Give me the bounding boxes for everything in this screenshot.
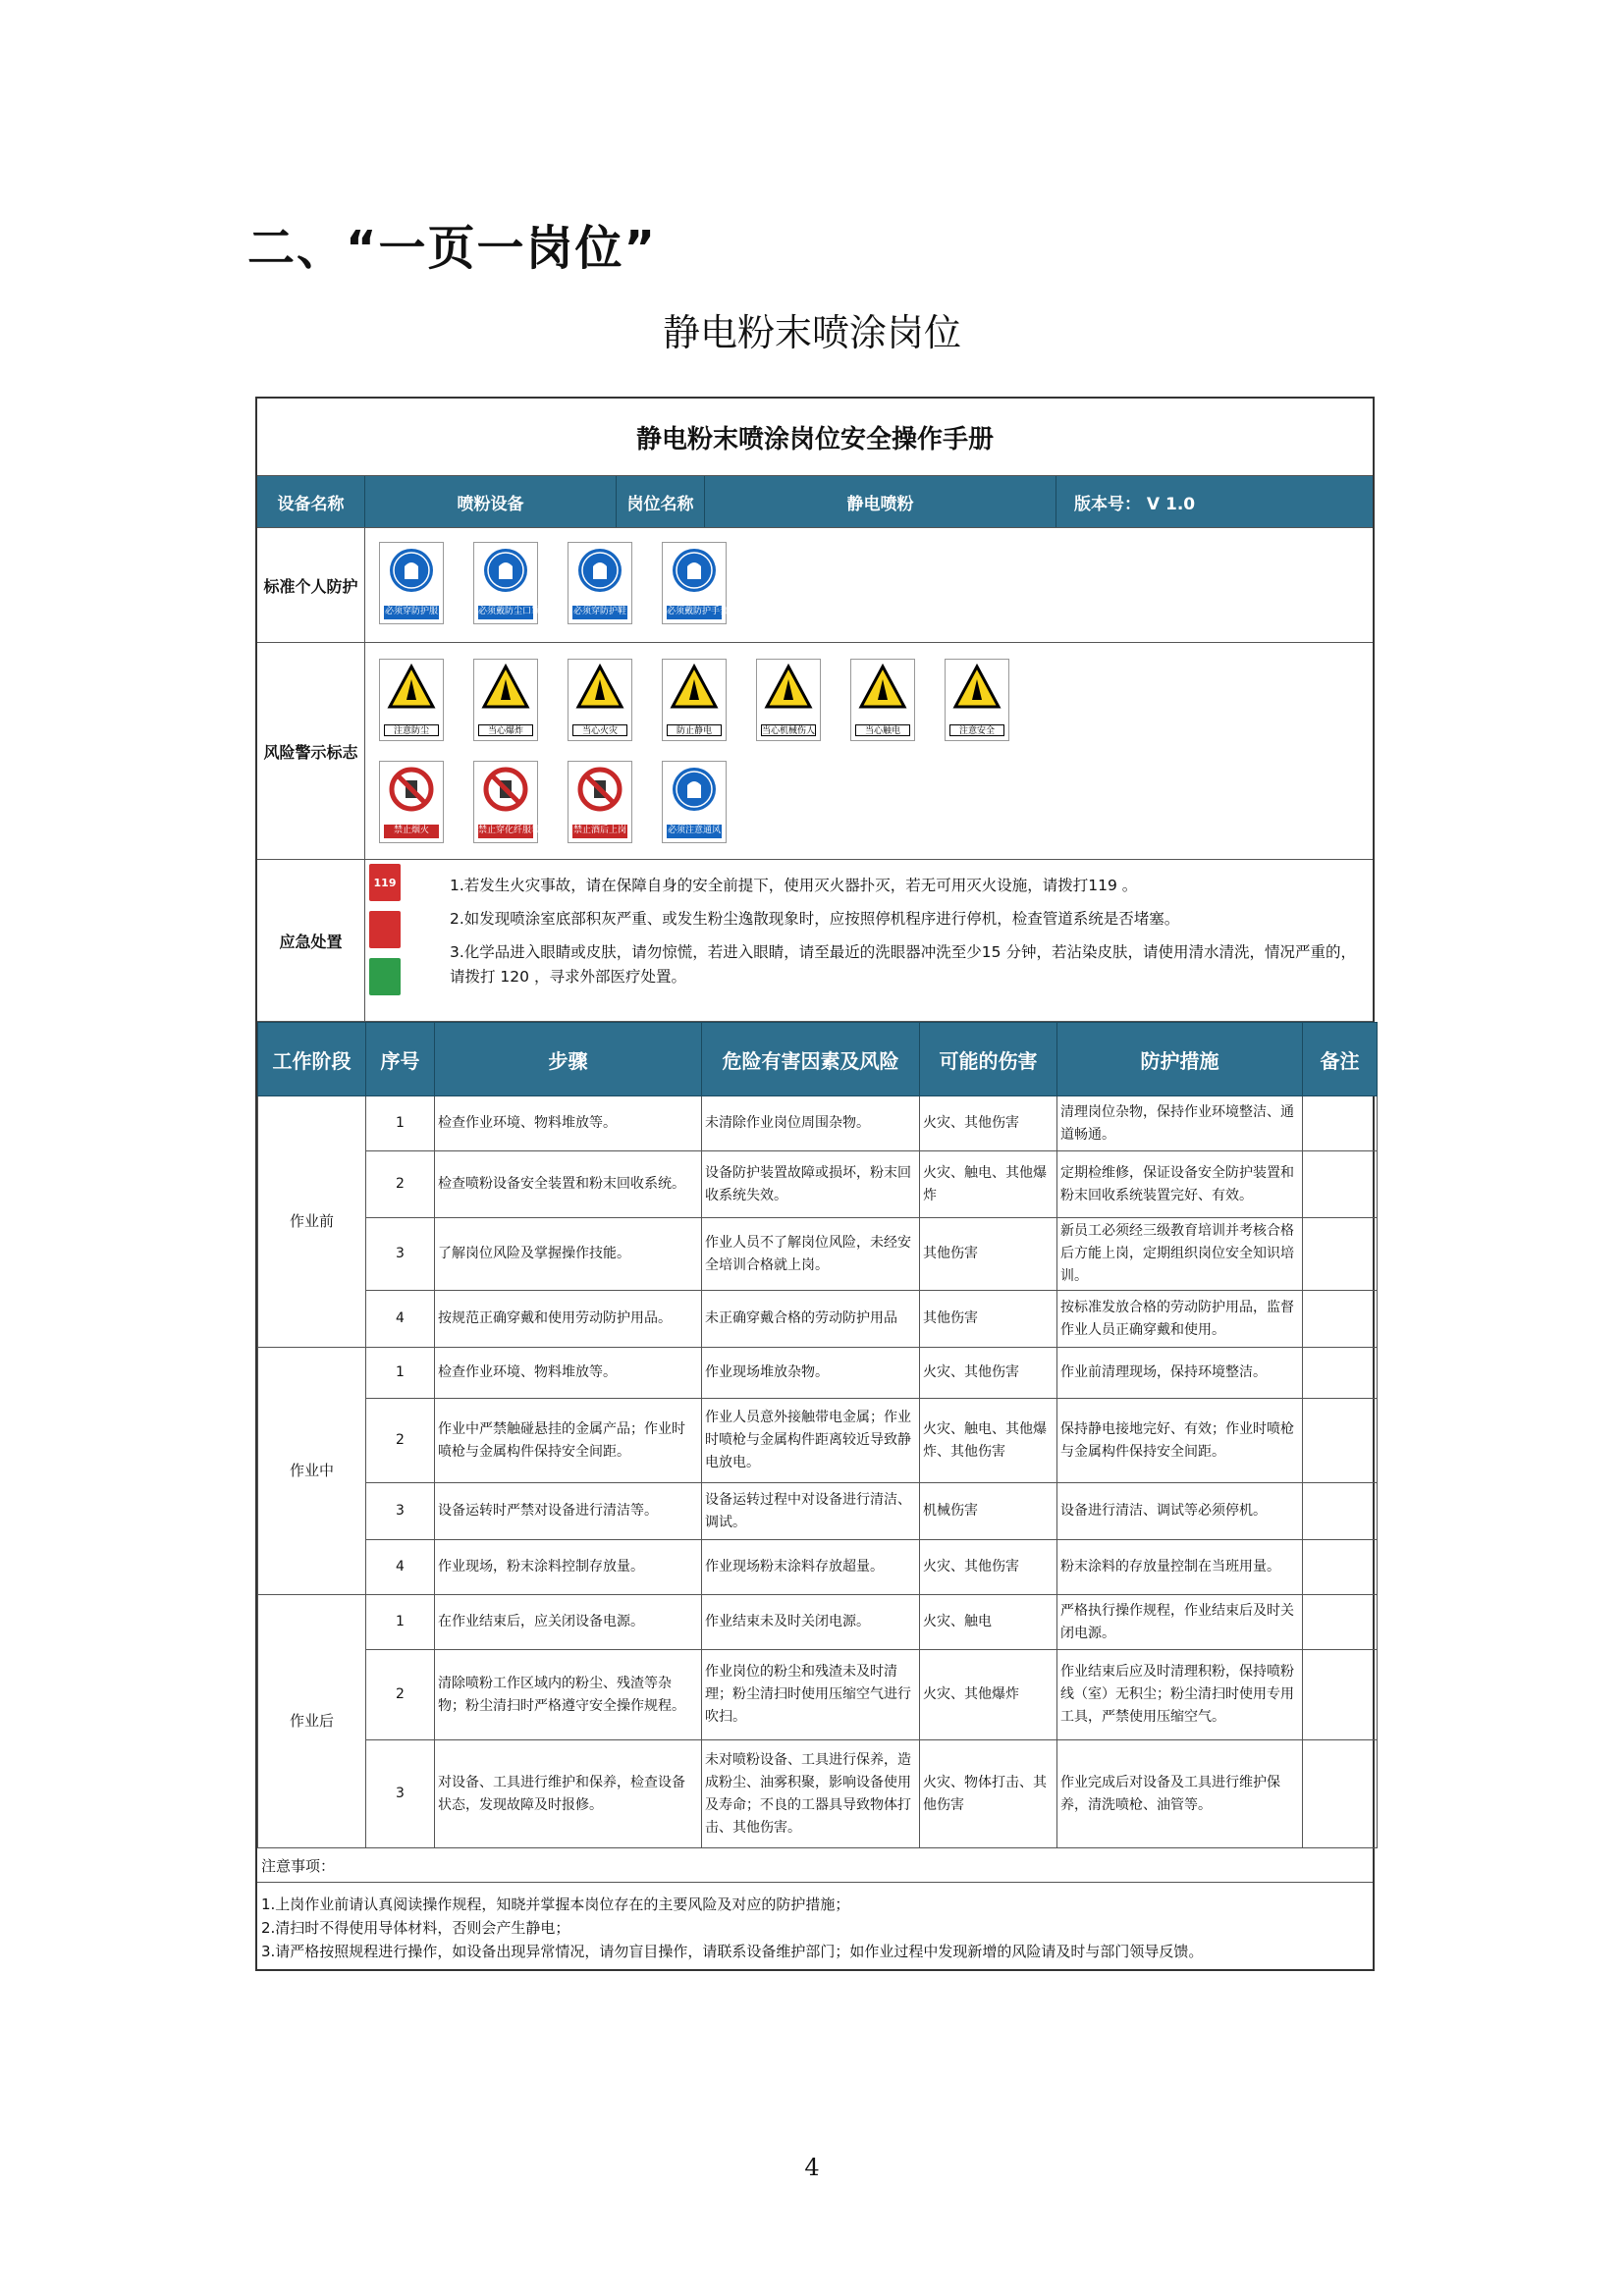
hazard-cell: 未正确穿戴合格的劳动防护用品 — [702, 1291, 920, 1348]
step-number-cell: 2 — [366, 1151, 435, 1218]
electric-shock-sign — [850, 659, 915, 741]
harm-cell: 其他伤害 — [920, 1218, 1057, 1291]
table-row — [258, 1291, 1378, 1348]
sign-caption: 必须穿防护服 — [384, 606, 439, 619]
harm-cell: 火灾、其他伤害 — [920, 1096, 1057, 1151]
sign-caption: 必须注意通风 — [667, 825, 722, 838]
no-loading-sign — [568, 761, 632, 843]
protective-gloves-sign — [662, 542, 730, 624]
post-label: 岗位名称 — [617, 476, 705, 527]
step-number-cell: 2 — [366, 1399, 435, 1483]
electric-shock-icon — [859, 664, 906, 715]
step-cell: 对设备、工具进行维护和保养，检查设备状态，发现故障及时报修。 — [435, 1740, 702, 1848]
step-number-cell: 4 — [366, 1291, 435, 1348]
sign-caption: 当心爆炸 — [478, 724, 533, 736]
hazard-cell: 作业人员意外接触带电金属；作业时喷枪与金属构件距离较近导致静电放电。 — [702, 1399, 920, 1483]
step-cell: 检查作业环境、物料堆放等。 — [435, 1096, 702, 1151]
step-cell: 按规范正确穿戴和使用劳动防护用品。 — [435, 1291, 702, 1348]
measure-cell: 严格执行操作规程，作业结束后及时关闭电源。 — [1057, 1595, 1303, 1650]
measure-cell: 作业结束后应及时清理积粉，保持喷粉线（室）无积尘；粉尘清扫时使用专用工具，严禁使用压缩空气。 — [1057, 1650, 1303, 1740]
measure-cell: 作业完成后对设备及工具进行维护保养，清洗喷枪、油管等。 — [1057, 1740, 1303, 1848]
device-label: 设备名称 — [257, 476, 365, 527]
sign-caption: 必须戴防尘口罩 — [478, 606, 533, 619]
harm-cell: 火灾、其他爆炸 — [920, 1650, 1057, 1740]
step-number-cell: 2 — [366, 1650, 435, 1740]
note-item: 3.请严格按照规程进行操作，如设备出现异常情况，请勿盲目操作，请联系设备维护部门；如作业过程中发现新增的风险请及时与部门领导反馈。 — [261, 1943, 1204, 1960]
column-header: 步骤 — [435, 1023, 702, 1096]
note-cell — [1303, 1595, 1378, 1650]
sign-caption: 必须穿防护鞋 — [572, 606, 627, 619]
risk-row — [257, 643, 1373, 860]
step-cell: 在作业结束后，应关闭设备电源。 — [435, 1595, 702, 1650]
table-row — [258, 1151, 1378, 1218]
fire-extinguisher-icon — [369, 911, 401, 948]
no-loading-icon — [576, 766, 623, 817]
post-value: 静电喷粉 — [705, 476, 1056, 527]
ppe-label: 标准个人防护 — [257, 528, 365, 642]
table-row — [258, 1595, 1378, 1650]
table-row — [258, 1218, 1378, 1291]
note-cell — [1303, 1540, 1378, 1595]
hazard-cell: 未清除作业岗位周围杂物。 — [702, 1096, 920, 1151]
note-cell — [1303, 1348, 1378, 1399]
sign-caption: 禁止烟火 — [384, 825, 439, 838]
ventilation-required-sign — [662, 761, 727, 843]
measure-cell: 定期检维修，保证设备安全防护装置和粉末回收系统装置完好、有效。 — [1057, 1151, 1303, 1218]
safety-caution-icon — [953, 664, 1001, 715]
column-header: 可能的伤害 — [920, 1023, 1057, 1096]
emergency-row — [257, 860, 1373, 1022]
protective-suit-sign — [379, 542, 444, 624]
note-cell — [1303, 1096, 1378, 1151]
step-cell: 作业现场，粉末涂料控制存放量。 — [435, 1540, 702, 1595]
table-row — [258, 1348, 1378, 1399]
harm-cell: 机械伤害 — [920, 1483, 1057, 1540]
column-header: 防护措施 — [1057, 1023, 1303, 1096]
sign-caption: 当心机械伤人 — [762, 726, 816, 736]
stage-cell: 作业后 — [258, 1595, 366, 1848]
emergency-item: 1.若发生火灾事故，请在保障自身的安全前提下，使用灭火器扑灭，若无可用灭火设施，请拨打119 。 — [450, 877, 1138, 894]
measure-cell: 按标准发放合格的劳动防护用品，监督作业人员正确穿戴和使用。 — [1057, 1291, 1303, 1348]
hazard-cell: 作业现场堆放杂物。 — [702, 1348, 920, 1399]
explosion-warning-icon — [482, 664, 529, 715]
device-value: 喷粉设备 — [365, 476, 617, 527]
step-cell: 了解岗位风险及掌握操作技能。 — [435, 1218, 702, 1291]
column-header: 序号 — [366, 1023, 435, 1096]
measure-cell: 设备进行清洁、调试等必须停机。 — [1057, 1483, 1303, 1540]
sign-caption: 禁止酒后上岗 — [572, 825, 627, 838]
hazard-cell: 设备运转过程中对设备进行清洁、调试。 — [702, 1483, 920, 1540]
note-cell — [1303, 1740, 1378, 1848]
harm-cell: 火灾、其他伤害 — [920, 1540, 1057, 1595]
fire-alarm-119-icon: 119 — [369, 864, 401, 901]
step-number-cell: 3 — [366, 1483, 435, 1540]
note-cell — [1303, 1650, 1378, 1740]
measure-cell: 作业前清理现场，保持环境整洁。 — [1057, 1348, 1303, 1399]
harm-cell: 火灾、触电、其他爆炸、其他伤害 — [920, 1399, 1057, 1483]
step-cell: 检查喷粉设备安全装置和粉末回收系统。 — [435, 1151, 702, 1218]
sign-caption: 当心触电 — [855, 724, 910, 736]
notes-list — [257, 1883, 1373, 1969]
column-header: 备注 — [1303, 1023, 1378, 1096]
table-row — [258, 1096, 1378, 1151]
static-warning-icon — [671, 664, 718, 715]
fire-warning-icon — [576, 664, 623, 715]
harm-cell: 火灾、其他伤害 — [920, 1348, 1057, 1399]
stage-cell: 作业前 — [258, 1096, 366, 1348]
hazard-cell: 作业现场粉末涂料存放超量。 — [702, 1540, 920, 1595]
note-cell — [1303, 1218, 1378, 1291]
harm-cell: 其他伤害 — [920, 1291, 1057, 1348]
eyewash-icon — [369, 958, 401, 995]
risk-label: 风险警示标志 — [257, 643, 365, 859]
table-row — [258, 1399, 1378, 1483]
step-number-cell: 3 — [366, 1740, 435, 1848]
sign-caption: 当心火灾 — [572, 724, 627, 736]
section-heading: 二、“一页一岗位” — [247, 221, 658, 276]
sign-caption: 注意防尘 — [384, 724, 439, 736]
ppe-row — [257, 528, 1373, 643]
machinery-injury-icon — [765, 664, 812, 715]
note-item: 2.清扫时不得使用导体材料，否则会产生静电； — [261, 1919, 570, 1937]
dust-warning-icon — [388, 664, 435, 715]
hazard-cell: 未对喷粉设备、工具进行保养，造成粉尘、油雾积聚，影响设备使用及寿命；不良的工器具导致物体打击、其他伤害。 — [702, 1740, 920, 1848]
table-row — [258, 1650, 1378, 1740]
ppe-icon-list — [379, 542, 1359, 624]
machinery-injury-sign — [756, 659, 821, 741]
prohibition-icon-list — [379, 761, 1359, 843]
step-number-cell: 3 — [366, 1218, 435, 1291]
static-warning-sign — [662, 659, 727, 741]
note-cell — [1303, 1399, 1378, 1483]
protective-boots-sign — [568, 542, 632, 624]
table-header-row — [258, 1023, 1378, 1096]
emergency-item: 3.化学品进入眼睛或皮肤，请勿惊慌，若进入眼睛，请至最近的洗眼器冲洗至少15 分钟，若沾染皮肤，请使用清水清洗，情况严重的，请拨打 120 ，寻求外部医疗处置。 — [450, 943, 1356, 986]
sign-caption: 禁止穿化纤服装 — [478, 825, 533, 838]
dust-warning-sign — [379, 659, 444, 741]
table-row — [258, 1740, 1378, 1848]
hazard-cell: 作业人员不了解岗位风险，未经安全培训合格就上岗。 — [702, 1218, 920, 1291]
step-cell: 检查作业环境、物料堆放等。 — [435, 1348, 702, 1399]
harm-cell: 火灾、物体打击、其他伤害 — [920, 1740, 1057, 1848]
sign-caption: 注意安全 — [949, 724, 1004, 736]
step-number-cell: 1 — [366, 1595, 435, 1650]
note-cell — [1303, 1151, 1378, 1218]
no-static-clothing-icon — [482, 766, 529, 817]
table-row — [258, 1483, 1378, 1540]
no-open-flame-icon — [388, 766, 435, 817]
version-label: 版本号： V 1.0 — [1074, 494, 1196, 514]
sign-caption: 必须戴防护手套 — [667, 606, 722, 619]
page-number: 4 — [804, 2154, 820, 2181]
info-row — [257, 476, 1373, 528]
harm-cell: 火灾、触电 — [920, 1595, 1057, 1650]
no-static-clothing-sign — [473, 761, 541, 843]
hazard-cell: 作业结束未及时关闭电源。 — [702, 1595, 920, 1650]
protective-boots-icon — [576, 547, 623, 598]
column-header: 危险有害因素及风险 — [702, 1023, 920, 1096]
hazard-cell: 作业岗位的粉尘和残渣未及时清理；粉尘清扫时使用压缩空气进行吹扫。 — [702, 1650, 920, 1740]
steps-table — [257, 1022, 1378, 1848]
ventilation-required-icon — [671, 766, 718, 817]
measure-cell: 新员工必须经三级教育培训并考核合格后方能上岗，定期组织岗位安全知识培训。 — [1057, 1218, 1303, 1291]
step-cell: 作业中严禁触碰悬挂的金属产品；作业时喷枪与金属构件保持安全间距。 — [435, 1399, 702, 1483]
step-number-cell: 1 — [366, 1348, 435, 1399]
measure-cell: 粉末涂料的存放量控制在当班用量。 — [1057, 1540, 1303, 1595]
note-item: 1.上岗作业前请认真阅读操作规程，知晓并掌握本岗位存在的主要风险及对应的防护措施； — [261, 1896, 850, 1913]
sheet-title: 静电粉末喷涂岗位安全操作手册 — [257, 399, 1373, 476]
no-open-flame-sign — [379, 761, 444, 843]
step-cell: 设备运转时严禁对设备进行清洁等。 — [435, 1483, 702, 1540]
protective-suit-icon — [388, 547, 435, 598]
dust-mask-icon — [482, 547, 529, 598]
document-title: 静电粉末喷涂岗位 — [662, 311, 961, 354]
safety-caution-sign — [945, 659, 1009, 741]
explosion-warning-sign — [473, 659, 538, 741]
harm-cell: 火灾、触电、其他爆炸 — [920, 1151, 1057, 1218]
emergency-instructions — [408, 864, 1373, 1017]
safety-manual-sheet — [255, 397, 1375, 1971]
warning-icon-list — [379, 659, 1359, 741]
protective-gloves-icon — [671, 547, 718, 598]
fire-warning-sign — [568, 659, 632, 741]
stage-cell: 作业中 — [258, 1348, 366, 1595]
note-cell — [1303, 1291, 1378, 1348]
step-cell: 清除喷粉工作区域内的粉尘、残渣等杂物；粉尘清扫时严格遵守安全操作规程。 — [435, 1650, 702, 1740]
dust-mask-sign — [473, 542, 541, 624]
step-number-cell: 1 — [366, 1096, 435, 1151]
step-number-cell: 4 — [366, 1540, 435, 1595]
notes-title: 注意事项： — [257, 1848, 1373, 1883]
hazard-cell: 设备防护装置故障或损坏，粉末回收系统失效。 — [702, 1151, 920, 1218]
emergency-label: 应急处置 — [257, 860, 365, 1021]
emergency-item: 2.如发现喷涂室底部积灰严重、或发生粉尘逸散现象时，应按照停机程序进行停机，检查管道系统是否堵塞。 — [450, 910, 1180, 928]
sign-caption: 防止静电 — [667, 724, 722, 736]
measure-cell: 清理岗位杂物，保持作业环境整洁、通道畅通。 — [1057, 1096, 1303, 1151]
measure-cell: 保持静电接地完好、有效；作业时喷枪与金属构件保持安全间距。 — [1057, 1399, 1303, 1483]
column-header: 工作阶段 — [258, 1023, 366, 1096]
note-cell — [1303, 1483, 1378, 1540]
table-row — [258, 1540, 1378, 1595]
emergency-icon-list — [365, 864, 408, 1017]
